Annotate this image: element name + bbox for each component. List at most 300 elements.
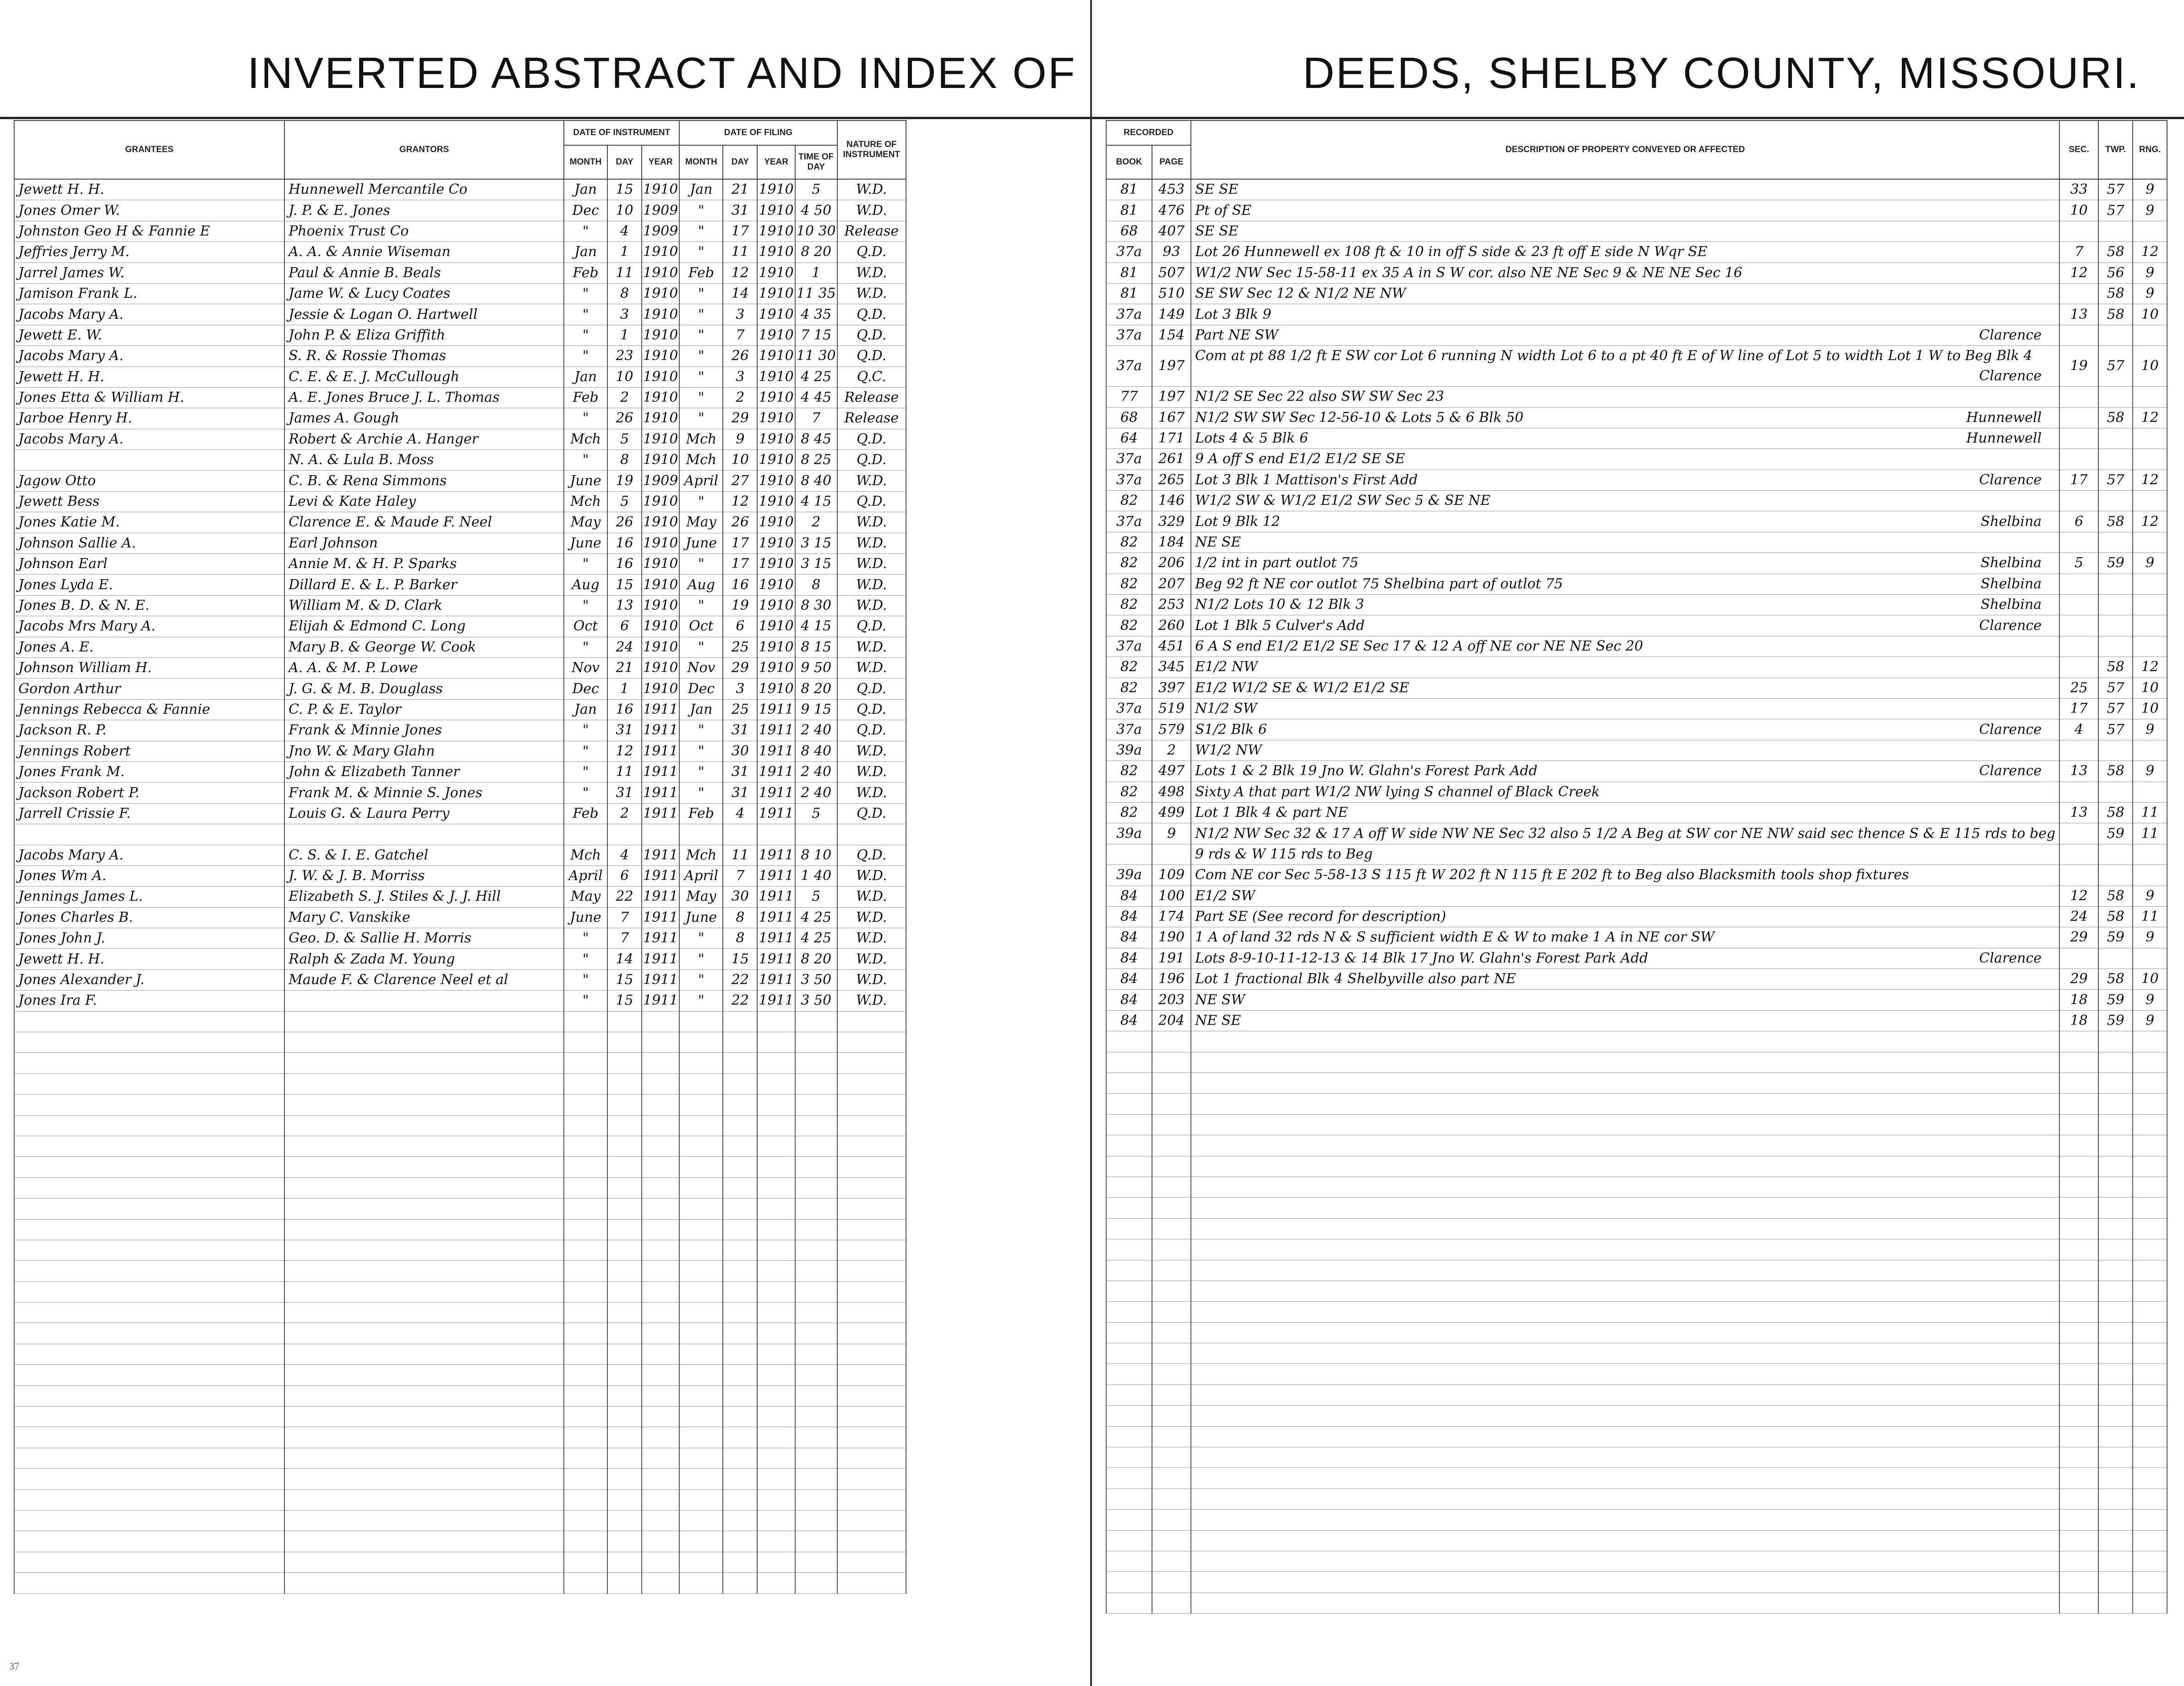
empty-row: [14, 1469, 906, 1489]
empty-cell: [1152, 1385, 1191, 1405]
empty-row: [1106, 1281, 2167, 1301]
empty-cell: [837, 1573, 906, 1593]
empty-cell: [284, 1032, 564, 1053]
empty-cell: [795, 1095, 837, 1115]
inst-year-cell: 1911: [642, 969, 679, 990]
table-row: [14, 616, 906, 637]
book-cell: 84: [1106, 927, 1152, 948]
empty-cell: [2059, 1177, 2098, 1197]
empty-row: [1106, 1364, 2167, 1385]
grantee-cell: Jones Charles B.: [14, 907, 284, 928]
empty-cell: [642, 1219, 679, 1240]
empty-cell: [1106, 1593, 1152, 1613]
sec-cell: 17: [2059, 698, 2098, 719]
inst-year-cell: 1911: [642, 845, 679, 865]
time-cell: 11 35: [795, 283, 837, 304]
empty-row: [1106, 1510, 2167, 1530]
table-row: [14, 803, 906, 824]
empty-cell: [2059, 1218, 2098, 1239]
inst-year-cell: 1911: [642, 949, 679, 969]
table-row: [14, 783, 906, 803]
empty-cell: [1152, 1551, 1191, 1572]
empty-cell: [1191, 1447, 2059, 1468]
table-row: [14, 637, 906, 657]
grantor-cell: J. P. & E. Jones: [284, 200, 564, 221]
twp-cell: 58: [2098, 242, 2133, 263]
empty-cell: [607, 1157, 642, 1177]
page-cell: 345: [1152, 657, 1191, 678]
empty-cell: [2059, 1447, 2098, 1468]
empty-cell: [1152, 1114, 1191, 1135]
file-month-cell: [679, 824, 723, 845]
time-cell: 1: [795, 263, 837, 283]
page-cell: 497: [1152, 761, 1191, 782]
time-cell: 3 50: [795, 969, 837, 990]
table-row: [14, 283, 906, 304]
empty-cell: [1152, 1052, 1191, 1073]
empty-cell: [642, 1427, 679, 1448]
col-inst-day: DAY: [607, 145, 642, 179]
inst-month-cell: Jan: [564, 699, 607, 720]
file-year-cell: 1911: [757, 949, 795, 969]
empty-cell: [2059, 1468, 2098, 1489]
empty-cell: [642, 1365, 679, 1385]
empty-cell: [2059, 1551, 2098, 1572]
description-cell: Pt of SE: [1191, 200, 2059, 221]
book-cell: 82: [1106, 553, 1152, 574]
rng-cell: 10: [2133, 304, 2167, 325]
page-cell: 579: [1152, 719, 1191, 740]
twp-cell: 58: [2098, 407, 2133, 428]
nature-cell: W.D.: [837, 263, 906, 283]
empty-cell: [723, 1303, 757, 1323]
empty-cell: [607, 1073, 642, 1094]
empty-cell: [1152, 1406, 1191, 1426]
empty-cell: [723, 1073, 757, 1094]
empty-cell: [2059, 1489, 2098, 1509]
rng-cell: 11: [2133, 823, 2167, 844]
empty-cell: [642, 1157, 679, 1177]
empty-cell: [679, 1511, 723, 1531]
rng-cell: [2133, 574, 2167, 594]
twp-cell: [2098, 844, 2133, 865]
inst-day-cell: 10: [607, 367, 642, 387]
empty-cell: [284, 1136, 564, 1156]
inst-day-cell: 5: [607, 429, 642, 449]
empty-cell: [607, 1032, 642, 1053]
empty-cell: [837, 1177, 906, 1198]
inst-year-cell: 1910: [642, 242, 679, 263]
empty-cell: [284, 1407, 564, 1427]
empty-row: [14, 1115, 906, 1136]
file-year-cell: 1910: [757, 200, 795, 221]
file-day-cell: 7: [723, 325, 757, 345]
empty-cell: [14, 1281, 284, 1302]
empty-cell: [679, 1407, 723, 1427]
empty-cell: [642, 1469, 679, 1489]
page-cell: 191: [1152, 948, 1191, 969]
empty-cell: [14, 1199, 284, 1219]
table-row: [14, 699, 906, 720]
time-cell: 5: [795, 887, 837, 907]
table-row: [1106, 346, 2167, 387]
empty-cell: [757, 1011, 795, 1032]
time-cell: 2 40: [795, 761, 837, 782]
empty-cell: [14, 1115, 284, 1136]
empty-cell: [284, 1095, 564, 1115]
empty-cell: [795, 1365, 837, 1385]
empty-cell: [837, 1115, 906, 1136]
empty-cell: [564, 1177, 607, 1198]
inst-day-cell: 8: [607, 283, 642, 304]
empty-cell: [1152, 1177, 1191, 1197]
empty-cell: [642, 1095, 679, 1115]
inst-month-cell: ": [564, 637, 607, 657]
empty-cell: [1152, 1239, 1191, 1260]
empty-cell: [284, 1448, 564, 1468]
inst-month-cell: ": [564, 325, 607, 345]
inst-month-cell: ": [564, 969, 607, 990]
empty-cell: [1191, 1156, 2059, 1177]
description-cell: Lot 3 Blk 9: [1191, 304, 2059, 325]
empty-cell: [1106, 1406, 1152, 1426]
empty-cell: [564, 1448, 607, 1468]
file-year-cell: 1910: [757, 304, 795, 325]
sec-cell: [2059, 844, 2098, 865]
empty-cell: [1191, 1135, 2059, 1156]
empty-cell: [607, 1136, 642, 1156]
empty-cell: [757, 1073, 795, 1094]
empty-cell: [2098, 1114, 2133, 1135]
empty-cell: [607, 1448, 642, 1468]
inst-day-cell: 19: [607, 471, 642, 491]
town-name: Hunnewell: [1966, 409, 2042, 426]
empty-cell: [1152, 1447, 1191, 1468]
file-year-cell: 1911: [757, 845, 795, 865]
file-month-cell: ": [679, 928, 723, 949]
file-year-cell: 1911: [757, 741, 795, 761]
empty-cell: [564, 1157, 607, 1177]
empty-cell: [795, 1136, 837, 1156]
empty-cell: [837, 1407, 906, 1427]
empty-cell: [642, 1073, 679, 1094]
grantee-cell: Jones Etta & William H.: [14, 387, 284, 408]
time-cell: 2: [795, 512, 837, 533]
inst-month-cell: ": [564, 720, 607, 741]
empty-cell: [679, 1011, 723, 1032]
nature-cell: Q.D.: [837, 803, 906, 824]
town-name: Clarence: [1979, 471, 2042, 488]
inst-day-cell: 6: [607, 865, 642, 886]
time-cell: 8 25: [795, 450, 837, 471]
empty-cell: [1106, 1239, 1152, 1260]
grantee-cell: Jacobs Mrs Mary A.: [14, 616, 284, 637]
grantee-cell: Jones Ira F.: [14, 991, 284, 1011]
table-row: [14, 949, 906, 969]
empty-row: [14, 1073, 906, 1094]
table-row: [1106, 678, 2167, 698]
empty-cell: [1191, 1114, 2059, 1135]
empty-row: [14, 1240, 906, 1260]
empty-cell: [1191, 1073, 2059, 1094]
empty-cell: [642, 1011, 679, 1032]
file-month-cell: May: [679, 512, 723, 533]
grantee-cell: Jennings Robert: [14, 741, 284, 761]
empty-cell: [679, 1032, 723, 1053]
table-row: [1106, 657, 2167, 678]
twp-cell: [2098, 428, 2133, 449]
time-cell: 8: [795, 575, 837, 595]
sec-cell: 18: [2059, 1010, 2098, 1031]
empty-cell: [795, 1448, 837, 1468]
grantor-cell: Jessie & Logan O. Hartwell: [284, 304, 564, 325]
empty-cell: [1152, 1530, 1191, 1551]
grantee-cell: Jones B. D. & N. E.: [14, 595, 284, 616]
table-row: [1106, 574, 2167, 594]
file-year-cell: 1910: [757, 387, 795, 408]
file-day-cell: 3: [723, 679, 757, 699]
sec-cell: [2059, 740, 2098, 761]
file-year-cell: 1910: [757, 491, 795, 512]
empty-cell: [2133, 1593, 2167, 1613]
empty-cell: [795, 1344, 837, 1364]
empty-cell: [679, 1448, 723, 1468]
col-sec: SEC.: [2059, 120, 2098, 179]
page-cell: 206: [1152, 553, 1191, 574]
inst-year-cell: 1910: [642, 533, 679, 553]
file-day-cell: 16: [723, 575, 757, 595]
inst-month-cell: Dec: [564, 679, 607, 699]
table-row: [14, 991, 906, 1011]
empty-cell: [2133, 1177, 2167, 1197]
inst-year-cell: 1910: [642, 554, 679, 575]
grantee-cell: Jarrell Crissie F.: [14, 803, 284, 824]
file-month-cell: ": [679, 554, 723, 575]
empty-cell: [284, 1469, 564, 1489]
empty-cell: [795, 1157, 837, 1177]
empty-cell: [757, 1469, 795, 1489]
time-cell: 9 50: [795, 657, 837, 678]
empty-cell: [642, 1511, 679, 1531]
empty-cell: [284, 1199, 564, 1219]
nature-cell: Release: [837, 408, 906, 429]
nature-cell: W.D.: [837, 283, 906, 304]
book-cell: 82: [1106, 678, 1152, 698]
empty-cell: [1106, 1218, 1152, 1239]
sec-cell: 18: [2059, 990, 2098, 1010]
file-day-cell: 27: [723, 471, 757, 491]
page-cell: 253: [1152, 595, 1191, 615]
empty-cell: [723, 1053, 757, 1073]
empty-cell: [2098, 1364, 2133, 1385]
twp-cell: [2098, 449, 2133, 470]
empty-cell: [607, 1199, 642, 1219]
table-row: [14, 429, 906, 449]
table-row: [14, 761, 906, 782]
file-month-cell: ": [679, 991, 723, 1011]
page-cell: 204: [1152, 1010, 1191, 1031]
grantor-cell: [284, 991, 564, 1011]
empty-cell: [1191, 1530, 2059, 1551]
description-cell: N1/2 SE Sec 22 also SW SW Sec 23: [1191, 387, 2059, 407]
grantor-cell: Ralph & Zada M. Young: [284, 949, 564, 969]
empty-cell: [642, 1281, 679, 1302]
nature-cell: [837, 824, 906, 845]
empty-row: [1106, 1135, 2167, 1156]
file-day-cell: 17: [723, 221, 757, 241]
empty-cell: [1152, 1489, 1191, 1509]
book-cell: 82: [1106, 532, 1152, 553]
empty-cell: [1191, 1343, 2059, 1364]
grantor-cell: Phoenix Trust Co: [284, 221, 564, 241]
table-row: [1106, 886, 2167, 906]
empty-cell: [607, 1177, 642, 1198]
grantee-cell: Johnson Sallie A.: [14, 533, 284, 553]
empty-cell: [2059, 1322, 2098, 1343]
empty-cell: [2133, 1343, 2167, 1364]
empty-cell: [1152, 1073, 1191, 1094]
empty-cell: [723, 1115, 757, 1136]
table-row: [1106, 304, 2167, 325]
empty-cell: [795, 1531, 837, 1552]
rng-cell: 9: [2133, 200, 2167, 221]
rng-cell: [2133, 782, 2167, 802]
description-cell: 1 A of land 32 rds N & S sufficient width E & W to make 1 A in NE cor SW: [1191, 927, 2059, 948]
grantee-cell: Jacobs Mary A.: [14, 304, 284, 325]
page-cell: 453: [1152, 179, 1191, 200]
inst-day-cell: 5: [607, 491, 642, 512]
empty-cell: [607, 1344, 642, 1364]
grantee-cell: Jennings James L.: [14, 887, 284, 907]
empty-cell: [1106, 1343, 1152, 1364]
grantor-cell: C. S. & I. E. Gatchel: [284, 845, 564, 865]
book-cell: 84: [1106, 969, 1152, 990]
empty-cell: [642, 1261, 679, 1281]
empty-cell: [1106, 1156, 1152, 1177]
empty-cell: [1191, 1406, 2059, 1426]
description-cell: Part SE (See record for description): [1191, 906, 2059, 927]
empty-cell: [2133, 1239, 2167, 1260]
col-date-of-filing: DATE OF FILING: [679, 120, 837, 145]
inst-day-cell: 11: [607, 263, 642, 283]
page-cell: 109: [1152, 865, 1191, 886]
rng-cell: 11: [2133, 906, 2167, 927]
inst-day-cell: 16: [607, 699, 642, 720]
col-book: BOOK: [1106, 145, 1152, 179]
book-cell: 37a: [1106, 325, 1152, 345]
grantor-cell: S. R. & Rossie Thomas: [284, 346, 564, 367]
empty-cell: [1106, 1572, 1152, 1593]
town-name: Clarence: [1979, 617, 2042, 634]
file-year-cell: 1911: [757, 969, 795, 990]
file-month-cell: ": [679, 761, 723, 782]
nature-cell: W.D.: [837, 637, 906, 657]
empty-cell: [2133, 1322, 2167, 1343]
description-cell: Com NE cor Sec 5-58-13 S 115 ft W 202 ft N 115 ft E 202 ft to Beg also Blacksmith tools shop fixtures: [1191, 865, 2059, 886]
empty-cell: [642, 1032, 679, 1053]
table-row: [1106, 407, 2167, 428]
inst-year-cell: 1910: [642, 679, 679, 699]
time-cell: 4 25: [795, 907, 837, 928]
empty-cell: [2059, 1156, 2098, 1177]
empty-cell: [607, 1240, 642, 1260]
inst-month-cell: ": [564, 741, 607, 761]
table-row: [1106, 511, 2167, 532]
book-cell: 84: [1106, 1010, 1152, 1031]
inst-day-cell: 11: [607, 761, 642, 782]
page-cell: 2: [1152, 740, 1191, 761]
empty-cell: [1191, 1094, 2059, 1114]
nature-cell: Q.D.: [837, 720, 906, 741]
empty-cell: [837, 1095, 906, 1115]
grantor-cell: Frank M. & Minnie S. Jones: [284, 783, 564, 803]
empty-cell: [14, 1469, 284, 1489]
empty-cell: [2059, 1530, 2098, 1551]
twp-cell: [2098, 636, 2133, 657]
page-cell: 196: [1152, 969, 1191, 990]
file-year-cell: 1911: [757, 928, 795, 949]
table-row: [14, 657, 906, 678]
grantor-cell: Hunnewell Mercantile Co: [284, 179, 564, 200]
file-day-cell: 9: [723, 429, 757, 449]
empty-cell: [837, 1365, 906, 1385]
grantee-cell: Jarrel James W.: [14, 263, 284, 283]
table-row: [1106, 470, 2167, 490]
empty-cell: [757, 1177, 795, 1198]
nature-cell: Q.D.: [837, 450, 906, 471]
inst-day-cell: 15: [607, 575, 642, 595]
empty-cell: [284, 1115, 564, 1136]
file-year-cell: 1910: [757, 554, 795, 575]
inst-month-cell: ": [564, 304, 607, 325]
empty-cell: [2098, 1572, 2133, 1593]
page-cell: 260: [1152, 615, 1191, 636]
nature-cell: Release: [837, 387, 906, 408]
empty-cell: [679, 1365, 723, 1385]
grantee-cell: Jacobs Mary A.: [14, 429, 284, 449]
empty-cell: [837, 1427, 906, 1448]
empty-cell: [607, 1489, 642, 1510]
sec-cell: [2059, 449, 2098, 470]
empty-cell: [2098, 1052, 2133, 1073]
inst-year-cell: 1911: [642, 887, 679, 907]
empty-cell: [679, 1303, 723, 1323]
inst-day-cell: 4: [607, 845, 642, 865]
empty-cell: [795, 1407, 837, 1427]
inst-month-cell: Feb: [564, 263, 607, 283]
empty-cell: [679, 1281, 723, 1302]
table-row: [14, 845, 906, 865]
empty-cell: [2098, 1135, 2133, 1156]
empty-cell: [723, 1385, 757, 1406]
file-month-cell: ": [679, 367, 723, 387]
twp-cell: [2098, 387, 2133, 407]
empty-cell: [2133, 1510, 2167, 1530]
nature-cell: Q.D.: [837, 242, 906, 263]
grantee-cell: Jagow Otto: [14, 471, 284, 491]
rng-cell: 12: [2133, 470, 2167, 490]
empty-cell: [2098, 1260, 2133, 1281]
empty-cell: [1152, 1156, 1191, 1177]
file-year-cell: 1910: [757, 637, 795, 657]
empty-row: [1106, 1426, 2167, 1447]
description-cell: 6 A S end E1/2 E1/2 SE Sec 17 & 12 A off NE cor NE NE Sec 20: [1191, 636, 2059, 657]
rng-cell: 9: [2133, 1010, 2167, 1031]
empty-cell: [2059, 1052, 2098, 1073]
rng-cell: 12: [2133, 657, 2167, 678]
empty-cell: [679, 1157, 723, 1177]
rng-cell: 10: [2133, 678, 2167, 698]
